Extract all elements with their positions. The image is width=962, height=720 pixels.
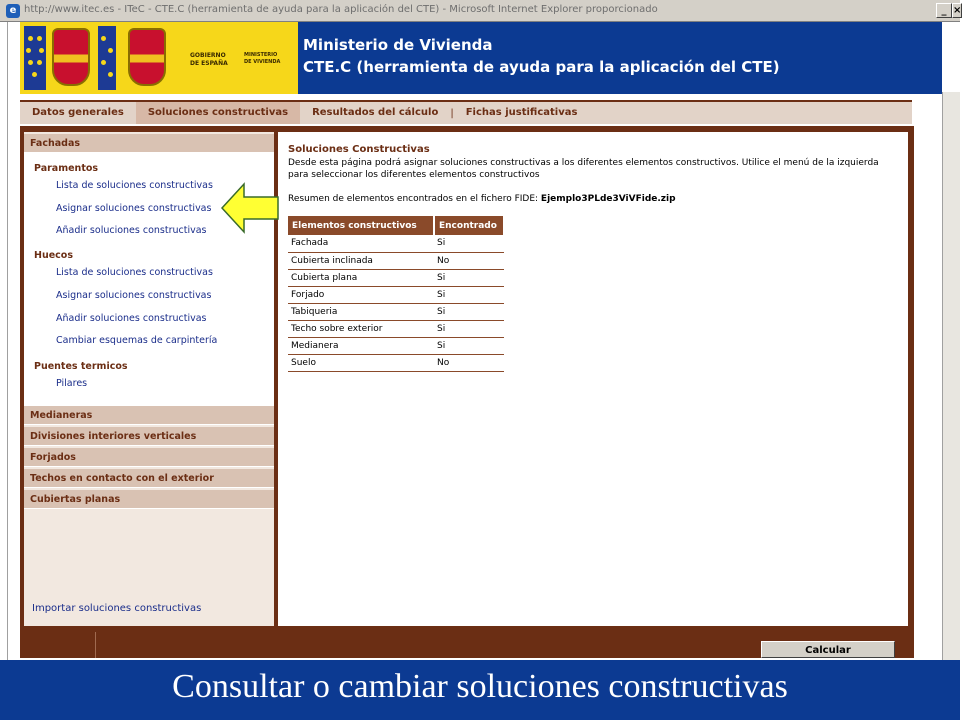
table-row xyxy=(288,337,504,354)
table-cell: Si xyxy=(434,269,504,286)
table-cell: Si xyxy=(434,235,504,252)
content-title: Soluciones Constructivas xyxy=(288,144,430,155)
window-title-bar xyxy=(0,0,960,22)
window-left-edge xyxy=(0,22,8,682)
close-button[interactable]: × xyxy=(953,5,962,16)
table-cell: Si xyxy=(434,303,504,320)
main-content xyxy=(278,132,908,626)
table-row xyxy=(288,320,504,337)
tab-separator: | xyxy=(450,107,454,119)
government-logo xyxy=(20,22,298,94)
import-soluciones-link[interactable]: Importar soluciones constructivas xyxy=(32,603,202,614)
link-paramentos-lista[interactable]: Lista de soluciones constructivas xyxy=(56,180,213,191)
table-cell: Forjado xyxy=(288,286,434,303)
table-cell: No xyxy=(434,252,504,269)
table-cell: Tabiqueria xyxy=(288,303,434,320)
sidebar-section-divisiones[interactable]: Divisiones interiores verticales xyxy=(24,427,274,446)
table-cell: Si xyxy=(434,337,504,354)
minimize-button[interactable]: _ xyxy=(936,3,952,18)
bottom-bar-left-cell xyxy=(20,632,96,658)
table-cell: Cubierta plana xyxy=(288,269,434,286)
main-tabs xyxy=(20,100,912,124)
eu-flag-icon xyxy=(98,26,116,90)
fide-file-name: Ejemplo3PLde3ViVFide.zip xyxy=(540,194,676,204)
internet-explorer-icon: e xyxy=(6,4,20,18)
table-cell: Suelo xyxy=(288,354,434,371)
table-header: Encontrado xyxy=(434,216,504,235)
calcular-button[interactable]: Calcular xyxy=(761,641,895,658)
link-paramentos-anadir[interactable]: Añadir soluciones constructivas xyxy=(56,225,207,236)
link-huecos-asignar[interactable]: Asignar soluciones constructivas xyxy=(56,290,212,301)
slide-caption-text: Consultar o cambiar soluciones constructivas xyxy=(172,668,788,705)
table-cell: Techo sobre exterior xyxy=(288,320,434,337)
page-scrollbar[interactable] xyxy=(942,92,960,660)
submenu-heading-paramentos: Paramentos xyxy=(34,163,99,174)
table-row xyxy=(288,235,504,252)
table-row xyxy=(288,252,504,269)
fide-summary xyxy=(288,194,676,204)
table-header: Elementos constructivos xyxy=(288,216,434,235)
logo-ministerio-text: MINISTERIO DE VIVIENDA xyxy=(244,52,281,65)
table-row xyxy=(288,303,504,320)
link-huecos-lista[interactable]: Lista de soluciones constructivas xyxy=(56,267,213,278)
link-huecos-anadir[interactable]: Añadir soluciones constructivas xyxy=(56,313,207,324)
header-ministry-title: Ministerio de Vivienda xyxy=(303,36,493,54)
link-huecos-cambiar-carpinteria[interactable]: Cambiar esquemas de carpintería xyxy=(56,335,218,346)
table-cell: Cubierta inclinada xyxy=(288,252,434,269)
link-puentes-pilares[interactable]: Pilares xyxy=(56,378,88,389)
sidebar-section-medianeras[interactable]: Medianeras xyxy=(24,406,274,425)
content-description: Desde esta página podrá asignar soluciones constructivas a los diferentes elementos constructivos. Utilice el menú de la izquierda para seleccionar los diferentes elementos constructivos xyxy=(288,158,879,180)
table-row xyxy=(288,269,504,286)
header-app-title: CTE.C (herramienta de ayuda para la aplicación del CTE) xyxy=(303,58,780,76)
tab-fichas-justificativas[interactable]: Fichas justificativas xyxy=(465,107,578,118)
logo-gobierno-text: GOBIERNO DE ESPAÑA xyxy=(190,52,228,67)
table-cell: No xyxy=(434,354,504,371)
sidebar-section-techos[interactable]: Techos en contacto con el exterior xyxy=(24,469,274,488)
coat-of-arms-icon xyxy=(52,28,90,86)
sidebar-section-cubiertas-planas[interactable]: Cubiertas planas xyxy=(24,490,274,509)
table-cell: Si xyxy=(434,320,504,337)
table-cell: Medianera xyxy=(288,337,434,354)
table-cell: Fachada xyxy=(288,235,434,252)
tab-resultados-calculo[interactable]: Resultados del cálculo xyxy=(312,107,439,118)
sidebar-section-forjados[interactable]: Forjados xyxy=(24,448,274,467)
table-row xyxy=(288,286,504,303)
submenu-heading-puentes-termicos: Puentes termicos xyxy=(34,361,128,372)
submenu-heading-huecos: Huecos xyxy=(34,250,73,261)
tab-datos-generales[interactable]: Datos generales xyxy=(32,107,124,118)
bottom-action-bar xyxy=(20,632,914,658)
sidebar-section-fachadas[interactable]: Fachadas xyxy=(24,134,274,153)
site-header xyxy=(20,22,942,94)
slide-caption xyxy=(0,660,960,720)
table-cell: Si xyxy=(434,286,504,303)
elements-table xyxy=(288,216,505,372)
highlight-arrow-icon xyxy=(220,180,280,236)
link-paramentos-asignar[interactable]: Asignar soluciones constructivas xyxy=(56,203,212,214)
window-title: http://www.itec.es - ITeC - CTE.C (herramienta de ayuda para la aplicación del CTE) - Microsoft Internet Explorer proporcionado xyxy=(24,4,658,15)
fide-summary-label: Resumen de elementos encontrados en el fichero FIDE: xyxy=(288,194,541,204)
coat-of-arms-icon xyxy=(128,28,166,86)
tab-soluciones-constructivas[interactable]: Soluciones constructivas xyxy=(136,102,300,124)
eu-flag-icon xyxy=(24,26,46,90)
table-row xyxy=(288,354,504,371)
